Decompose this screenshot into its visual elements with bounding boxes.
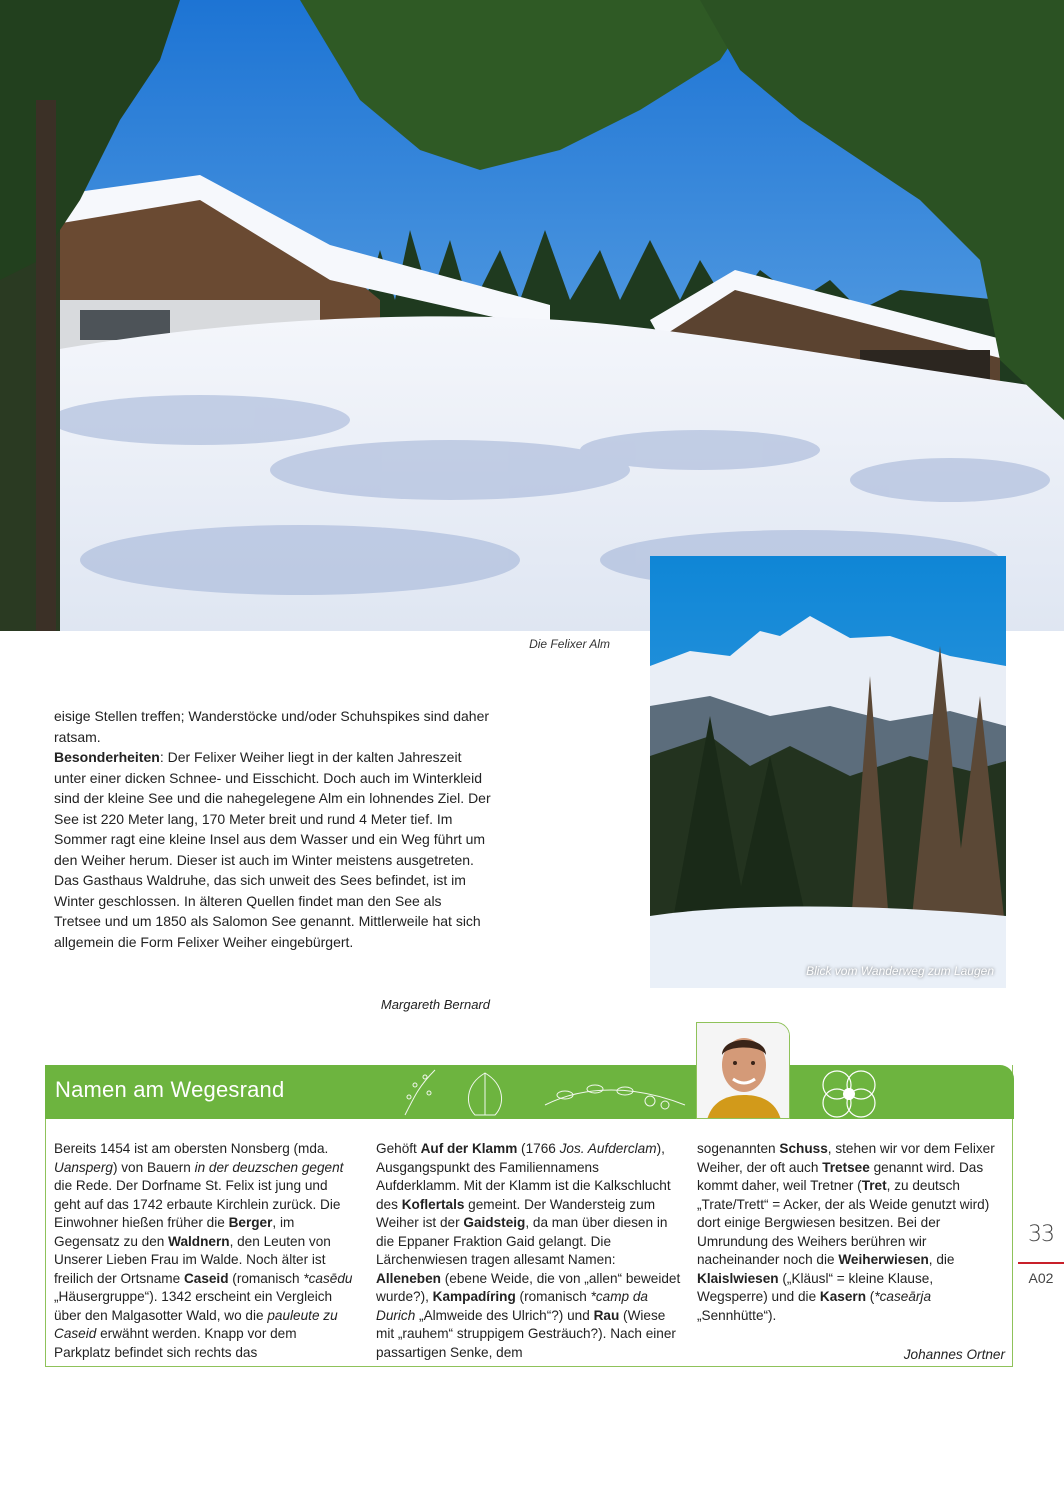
- text-segment: Koflertals: [401, 1196, 465, 1212]
- floral-decoration-icon: [395, 1065, 995, 1119]
- inset-caption: Blick vom Wanderweg zum Laugen: [806, 964, 994, 978]
- text-segment: „Almweide des Ulrich“?) und: [415, 1307, 594, 1323]
- col1-text: [54, 1140, 356, 1362]
- text-segment: pauleute zu Caseid: [54, 1307, 338, 1341]
- names-column-2: [376, 1140, 682, 1362]
- inset-photo: [650, 556, 1006, 988]
- box-author: Johannes Ortner: [903, 1347, 1005, 1362]
- text-segment: „Häusergruppe“). 1342 erscheint ein Vergleich über den Malgasotter Wald, wo die: [54, 1289, 333, 1323]
- text-segment: genannt wird. Das kommt daher, weil Tretner (: [697, 1159, 984, 1193]
- text-segment: *casēdu: [303, 1270, 353, 1286]
- text-segment: (: [866, 1289, 875, 1304]
- flower-icon: [815, 1067, 885, 1119]
- text-segment: Alleneben: [376, 1270, 441, 1286]
- text-segment: *camp da Durich: [376, 1289, 648, 1323]
- text-segment: Kasern: [819, 1289, 867, 1304]
- text-segment: „Sennhütte“).: [697, 1307, 777, 1323]
- text-segment: Bereits 1454 ist am obersten Nonsberg (mda.: [54, 1141, 329, 1156]
- page-number-rule: [1018, 1262, 1064, 1264]
- page-number: 33: [1028, 1222, 1054, 1247]
- text-segment: Tretsee: [822, 1159, 870, 1175]
- text-segment: Gaidsteig: [463, 1215, 526, 1230]
- text-segment: , stehen wir vor dem Felixer Weiher, der oft auch: [697, 1141, 995, 1175]
- text-segment: in der deuzschen gegent: [194, 1159, 344, 1175]
- text-segment: Gehöft: [376, 1141, 421, 1156]
- text-segment: Waldnern: [168, 1233, 230, 1249]
- text-segment: (Wiese mit „rauhem“ struppigem Gesträuch?). Nach einer passartigen Senke, dem: [376, 1307, 676, 1360]
- text-segment: , zu deutsch „Trate/Trett“ = Acker, der als Weide genutzt wird) dort einige Bergwiesen besitzen. Bei der Umrundung des Weihers berühren wir nacheinander noch die: [697, 1178, 990, 1267]
- text-segment: (romanisch: [515, 1289, 591, 1304]
- text-segment: , im Gegensatz zu den: [54, 1215, 295, 1249]
- author-portrait: [696, 1022, 790, 1119]
- text-segment: (romanisch: [228, 1270, 304, 1286]
- text-segment: Kampadíring: [432, 1289, 516, 1304]
- article-intro: eisige Stellen treffen; Wanderstöcke und/oder Schuhspikes sind daher ratsam.: [54, 708, 490, 745]
- text-segment: erwähnt werden. Knapp vor dem Parkplatz befindet sich rechts das: [54, 1326, 297, 1360]
- text-segment: Jos. Aufderclam: [559, 1141, 657, 1156]
- names-title: Namen am Wegesrand: [55, 1077, 285, 1102]
- names-banner: [45, 1065, 1014, 1119]
- hero-caption: Die Felixer Alm: [529, 637, 610, 651]
- page-code: A02: [1028, 1270, 1054, 1286]
- text-segment: , die: [928, 1252, 955, 1267]
- text-segment: ) von Bauern: [112, 1159, 195, 1175]
- names-column-1: [54, 1140, 356, 1362]
- text-segment: Caseid: [183, 1270, 229, 1286]
- text-segment: Weiherwiesen: [838, 1252, 929, 1267]
- text-segment: ), Ausgangspunkt des Familiennamens Aufderklamm. Mit der Klamm ist die Kalkschlucht des: [376, 1141, 671, 1212]
- text-segment: Schuss: [779, 1141, 828, 1156]
- text-segment: Berger: [228, 1215, 273, 1230]
- text-segment: Tret: [861, 1178, 887, 1193]
- article-text: [54, 706, 492, 952]
- text-segment: („Kläusl“ = kleine Klause, Wegsperre) und die: [697, 1270, 934, 1304]
- col3-text: [697, 1140, 1003, 1325]
- text-segment: sogenannten: [697, 1141, 780, 1156]
- col2-text: [376, 1140, 682, 1362]
- names-column-3: [697, 1140, 1003, 1325]
- article-paragraph: [54, 747, 492, 952]
- text-segment: Klaislwiesen: [697, 1270, 779, 1286]
- text-segment: (ebene Weide, die von „allen“ beweidet wurde?),: [376, 1270, 681, 1304]
- text-segment: (1766: [517, 1141, 560, 1156]
- text-segment: , da man über diesen in die Eppaner Fraktion Gaid gelangt. Die Lärchenwiesen tragen allesamt Namen:: [376, 1215, 668, 1267]
- article-author: Margareth Bernard: [380, 997, 490, 1012]
- hero-photo: [0, 0, 1064, 631]
- text-segment: , den Leuten von Unserer Lieben Frau im Walde. Noch älter ist freilich der Ortsname: [54, 1233, 331, 1286]
- text-segment: *caseārja: [874, 1289, 931, 1304]
- besonderheiten-text: : Der Felixer Weiher liegt in der kalten Jahreszeit unter einer dicken Schnee- und Eisschicht. Doch auch im Winterkleid sind der kleine See und die nahegelegene Alm ein lohnendes Ziel. Der See ist 220 Meter lang, 170 Meter breit und rund 4 Meter tief. Im Sommer ragt eine kleine Insel aus dem Wasser und ein Weg führt um den Weiher herum. Dieser ist auch im Winter meistens ausgetreten. Das Gasthaus Waldruhe, das sich unweit des Sees befindet, ist im Winter geschlossen. In älteren Quellen findet man den See als Tretsee und um 1850 als Salomon See genannt. Mittlerweile hat sich allgemein die Form Felixer Weiher eingebürgert.: [54, 749, 491, 950]
- text-segment: Auf der Klamm: [420, 1141, 518, 1156]
- text-segment: Rau: [593, 1307, 620, 1323]
- text-segment: Uansperg: [54, 1159, 113, 1175]
- text-segment: die Rede. Der Dorfname St. Felix ist jung und geht auf das 1742 erbaute Kirchlein zurück. Die Einwohner hießen früher die: [54, 1178, 341, 1230]
- besonderheiten-label: Besonderheiten: [54, 749, 160, 765]
- text-segment: gemeint. Der Wandersteig zum Weiher ist der: [376, 1196, 656, 1230]
